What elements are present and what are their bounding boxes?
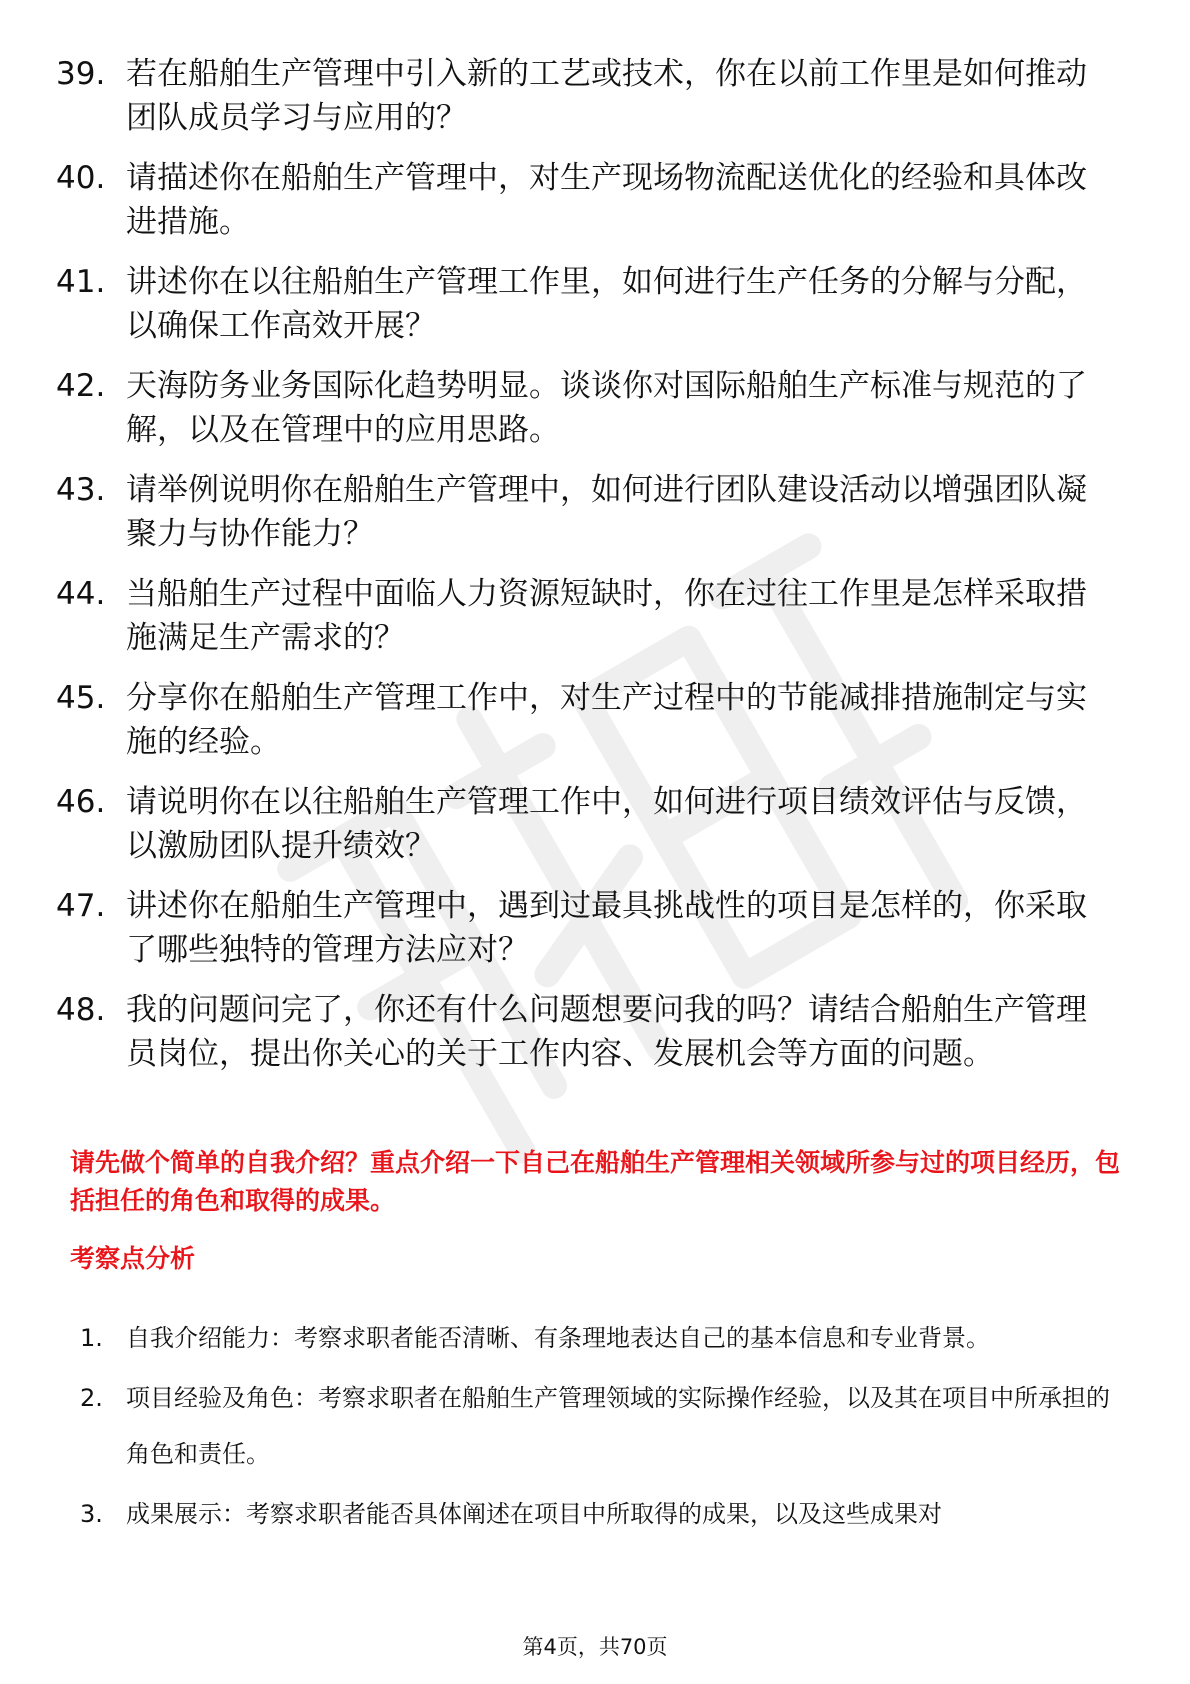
- analysis-text: 项目经验及角色：考察求职者在船舶生产管理领域的实际操作经验，以及其在项目中所承担的角色和责任。: [126, 1384, 1110, 1468]
- question-number: 42.: [56, 368, 106, 404]
- question-number: 41.: [56, 264, 106, 300]
- question-text: 当船舶生产过程中面临人力资源短缺时，你在过往工作里是怎样采取措施满足生产需求的？: [126, 576, 1087, 656]
- question-number: 46.: [56, 784, 106, 820]
- question-text: 我的问题问完了，你还有什么问题想要问我的吗？请结合船舶生产管理员岗位，提出你关心的关于工作内容、发展机会等方面的问题。: [126, 992, 1087, 1072]
- question-number: 43.: [56, 472, 106, 508]
- analysis-item: [80, 1486, 1130, 1542]
- analysis-number: 2.: [80, 1384, 103, 1412]
- question-item: [56, 52, 1136, 140]
- question-text: 请说明你在以往船舶生产管理工作中，如何进行项目绩效评估与反馈，以激励团队提升绩效？: [126, 784, 1087, 864]
- question-text: 若在船舶生产管理中引入新的工艺或技术，你在以前工作里是如何推动团队成员学习与应用的？: [126, 56, 1087, 136]
- question-text: 请举例说明你在船舶生产管理中，如何进行团队建设活动以增强团队凝聚力与协作能力？: [126, 472, 1087, 552]
- question-text: 请描述你在船舶生产管理中，对生产现场物流配送优化的经验和具体改进措施。: [126, 160, 1087, 240]
- question-text: 天海防务业务国际化趋势明显。谈谈你对国际船舶生产标准与规范的了解，以及在管理中的应用思路。: [126, 368, 1087, 448]
- question-number: 39.: [56, 56, 106, 92]
- question-number: 47.: [56, 888, 106, 924]
- question-text: 讲述你在船舶生产管理中，遇到过最具挑战性的项目是怎样的，你采取了哪些独特的管理方法应对？: [126, 888, 1087, 968]
- analysis-list: [80, 1310, 1130, 1546]
- question-number: 40.: [56, 160, 106, 196]
- analysis-title: 考察点分析: [70, 1244, 196, 1273]
- question-item: [56, 364, 1136, 452]
- question-item: [56, 988, 1136, 1076]
- analysis-number: 3.: [80, 1500, 103, 1528]
- analysis-text: 成果展示：考察求职者能否具体阐述在项目中所取得的成果，以及这些成果对: [126, 1500, 942, 1528]
- analysis-number: 1.: [80, 1324, 103, 1352]
- question-item: [56, 260, 1136, 348]
- question-number: 44.: [56, 576, 106, 612]
- question-text: 讲述你在以往船舶生产管理工作里，如何进行生产任务的分解与分配，以确保工作高效开展？: [126, 264, 1087, 344]
- question-item: [56, 780, 1136, 868]
- question-item: [56, 676, 1136, 764]
- highlight-question: 请先做个简单的自我介绍？重点介绍一下自己在船舶生产管理相关领域所参与过的项目经历，包括担任的角色和取得的成果。: [70, 1148, 1121, 1215]
- analysis-item: [80, 1310, 1130, 1366]
- page-footer: 第4页，共70页: [522, 1635, 668, 1659]
- question-text: 分享你在船舶生产管理工作中，对生产过程中的节能减排措施制定与实施的经验。: [126, 680, 1087, 760]
- analysis-item: [80, 1370, 1130, 1482]
- question-number: 48.: [56, 992, 106, 1028]
- question-item: [56, 156, 1136, 244]
- analysis-text: 自我介绍能力：考察求职者能否清晰、有条理地表达自己的基本信息和专业背景。: [126, 1324, 990, 1352]
- question-item: [56, 468, 1136, 556]
- question-list: [56, 52, 1136, 1092]
- question-number: 45.: [56, 680, 106, 716]
- question-item: [56, 884, 1136, 972]
- question-item: [56, 572, 1136, 660]
